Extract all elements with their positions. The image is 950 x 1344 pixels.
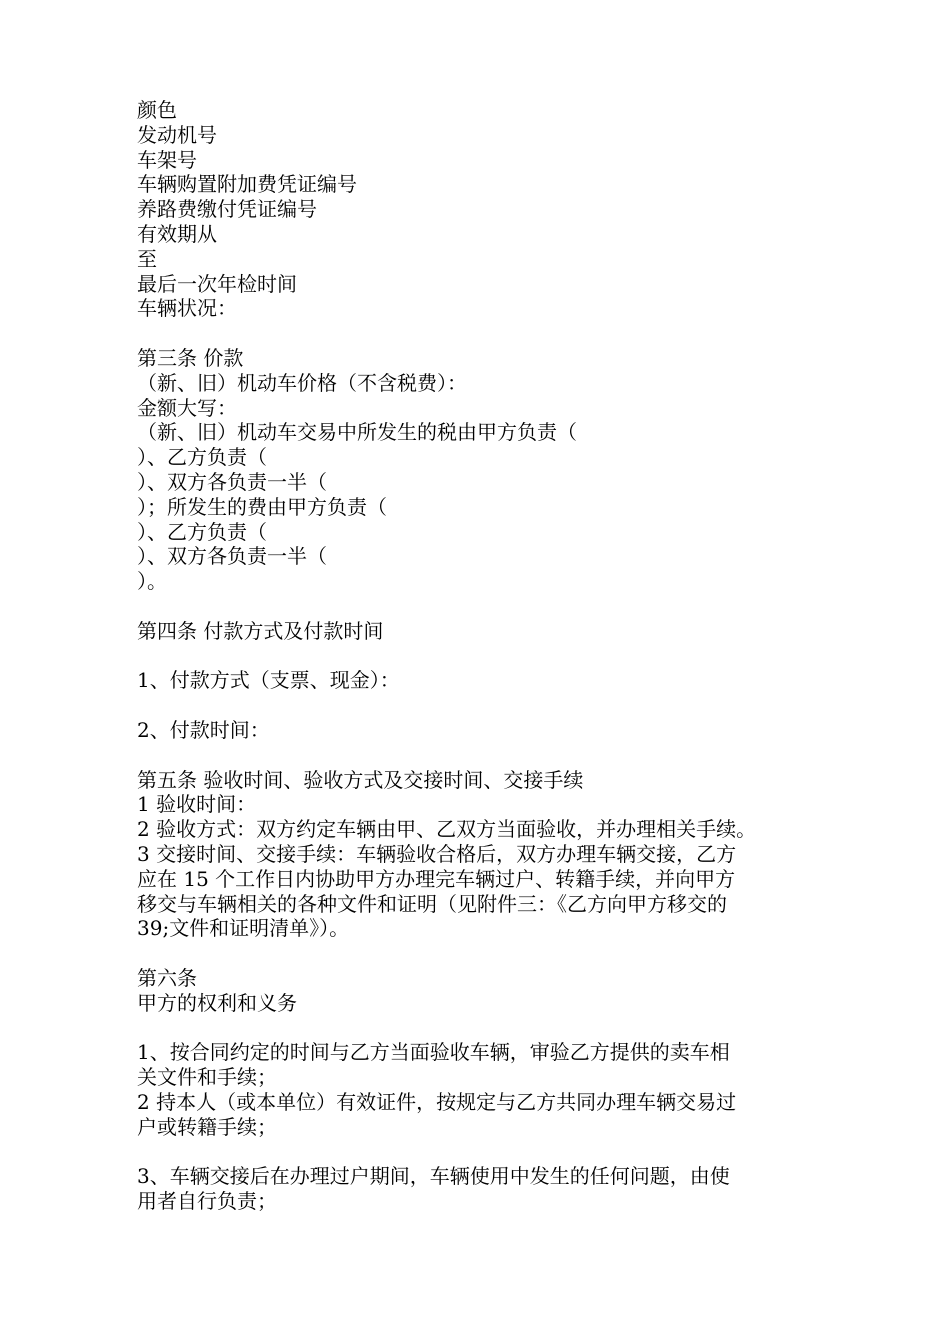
valid-from-label: 有效期从: [137, 221, 217, 246]
spacer: [137, 644, 817, 669]
last-inspection-label: 最后一次年检时间: [137, 271, 297, 296]
article-5-line: 移交与车辆相关的各种文件和证明（见附件三：《乙方向甲方移交的: [137, 891, 727, 916]
article-5-line: 应在 15 个工作日内协助甲方办理完车辆过户、转籍手续，并向甲方: [137, 866, 736, 891]
article-3-line: （新、旧）机动车交易中所发生的税由甲方负责（: [137, 420, 577, 445]
spacer: [137, 693, 817, 718]
article-6-item-3-line: 3、车辆交接后在办理过户期间，车辆使用中发生的任何问题，由使: [137, 1164, 730, 1189]
spacer: [137, 321, 817, 346]
article-3-line: ）、双方各负责一半（: [137, 469, 327, 494]
vehicle-color-label: 颜色: [137, 98, 177, 122]
article-5-heading: 第五条 验收时间、验收方式及交接时间、交接手续: [137, 767, 584, 792]
engine-number-label: 发动机号: [137, 122, 217, 147]
article-3-heading: 第三条 价款: [137, 345, 244, 370]
frame-number-label: 车架号: [137, 147, 197, 172]
article-6-item-2-line: 户或转籍手续；: [137, 1114, 277, 1139]
article-3-line: ）、乙方负责（: [137, 519, 267, 544]
road-fee-voucher-label: 养路费缴付凭证编号: [137, 197, 317, 222]
article-5-line: 39;文件和证明清单》）。: [137, 916, 350, 941]
purchase-tax-voucher-label: 车辆购置附加费凭证编号: [137, 172, 357, 197]
article-5-line: 1 验收时间：: [137, 792, 257, 817]
spacer: [137, 743, 817, 768]
article-6-item-1-line: 1、按合同约定的时间与乙方当面验收车辆，审验乙方提供的卖车相: [137, 1040, 730, 1065]
spacer: [137, 594, 817, 619]
article-6-subheading: 甲方的权利和义务: [137, 990, 297, 1015]
article-3-line: ）、双方各负责一半（: [137, 544, 327, 569]
article-6-heading: 第六条: [137, 965, 197, 990]
valid-to-label: 至: [137, 246, 157, 271]
article-3-line: ）；所发生的费由甲方负责（: [137, 494, 387, 519]
article-3-line: （新、旧）机动车价格（不含税费）：: [137, 370, 467, 395]
spacer: [137, 1015, 817, 1040]
spacer: [137, 941, 817, 966]
spacer: [137, 1139, 817, 1164]
article-6-item-3-line: 用者自行负责；: [137, 1189, 277, 1214]
article-5-line: 3 交接时间、交接手续：车辆验收合格后，双方办理车辆交接，乙方: [137, 841, 737, 866]
article-6-item-2-line: 2 持本人（或本单位）有效证件，按规定与乙方共同办理车辆交易过: [137, 1089, 737, 1114]
article-5-line: 2 验收方式：双方约定车辆由甲、乙双方当面验收，并办理相关手续。: [137, 817, 757, 842]
vehicle-condition-label: 车辆状况：: [137, 296, 237, 321]
article-3-line: ）、乙方负责（: [137, 445, 267, 470]
article-6-item-1-line: 关文件和手续；: [137, 1065, 277, 1090]
article-3-line: 金额大写：: [137, 395, 237, 420]
contract-page: [137, 98, 817, 1214]
article-4-heading: 第四条 付款方式及付款时间: [137, 618, 384, 643]
article-3-line: ）。: [137, 569, 167, 594]
payment-time-line: 2、付款时间：: [137, 717, 270, 742]
payment-method-line: 1、付款方式（支票、现金）：: [137, 668, 400, 693]
